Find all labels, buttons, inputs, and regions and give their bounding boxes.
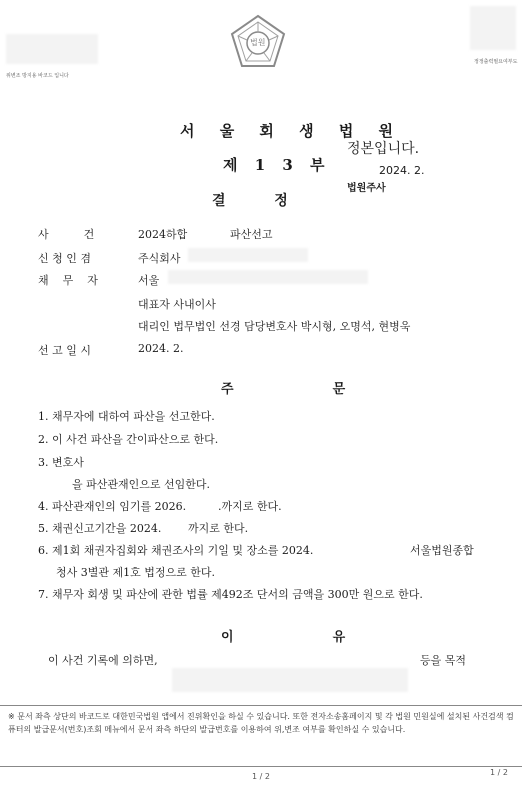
- field-value-applicant: 주식회사: [138, 252, 181, 265]
- field-value-case: 2024하합: [138, 228, 188, 241]
- field-value-date: 2024. 2.: [138, 342, 184, 355]
- order-item-7: 7. 채무자 회생 및 파산에 관한 법률 제492조 단서의 금액을 300만 원으로 한다.: [38, 588, 423, 601]
- redacted-address: [168, 270, 368, 284]
- order-heading: 주 문: [221, 382, 376, 397]
- order-item-3: 3. 변호사: [38, 456, 84, 469]
- redacted-reason: [172, 668, 408, 692]
- order-item-6-place: 서울법원종합: [410, 544, 474, 557]
- field-value-representative: 대표자 사내이사: [138, 298, 216, 311]
- order-item-4-cont: .까지로 한다.: [218, 500, 282, 513]
- order-item-5: 5. 채권신고기간을 2024.: [38, 522, 162, 535]
- order-item-5-cont: 까지로 한다.: [188, 522, 249, 535]
- order-item-4: 4. 파산관재인의 임기를 2026.: [38, 500, 187, 513]
- redacted-company: [188, 248, 308, 262]
- stamp-line3: 법원주사: [347, 183, 386, 194]
- field-label-applicant: 신 청 인 겸: [38, 252, 91, 265]
- right-note: 정정출력필요여부도: [474, 59, 518, 65]
- order-item-3-cont: 을 파산관재인으로 선임한다.: [72, 478, 211, 491]
- court-division: 제 1 3 부: [223, 156, 331, 174]
- field-label-debtor: 채 무 자: [38, 274, 98, 287]
- stamp-line2: 2024. 2.: [379, 164, 425, 177]
- barcode-note: 위변조 방지용 바코드 입니다: [6, 73, 69, 79]
- barcode-area: [6, 34, 98, 64]
- reason-text-end: 등을 목적: [420, 654, 467, 667]
- court-name: 서 울 회 생 법 원: [180, 122, 404, 140]
- reason-text-start: 이 사건 기록에 의하면,: [48, 654, 158, 667]
- seal-text: 법원: [250, 38, 266, 47]
- certified-copy-stamp: [347, 138, 467, 194]
- order-item-6: 6. 제1회 채권자집회와 채권조사의 기일 및 장소를 2024.: [38, 544, 314, 557]
- page-number-right: 1 / 2: [490, 768, 508, 777]
- field-label-date: 선 고 일 시: [38, 344, 91, 357]
- verification-notice: ※ 문서 좌측 상단의 바코드로 대한민국법원 앱에서 진위확인을 하실 수 있습니다. 또한 전자소송홈페이지 및 각 법원 민원실에 설치된 사건검색 컴퓨터의 발급문서(번호)조회 메뉴에서 문서 좌측 하단의 발급번호를 이용하여 위,변조 여부를 확인하실 수 있습니다.: [0, 705, 522, 767]
- field-value-attorney: 대리인 법무법인 선경 담당변호사 박시형, 오명석, 현병욱: [138, 320, 411, 333]
- order-item-2: 2. 이 사건 파산을 간이파산으로 한다.: [38, 433, 219, 446]
- order-item-6-cont: 청사 3별관 제1호 법정으로 한다.: [56, 566, 215, 579]
- order-item-1: 1. 채무자에 대하여 파산을 선고한다.: [38, 410, 215, 423]
- barcode-right-area: [470, 6, 516, 50]
- field-value-case-type: 파산선고: [230, 228, 273, 241]
- page-number-center: 1 / 2: [252, 772, 270, 781]
- field-value-debtor-address: 서울: [138, 274, 160, 287]
- reason-heading: 이 유: [221, 630, 376, 645]
- field-label-case: 사 건: [38, 228, 95, 241]
- stamp-line1: 정본입니다.: [347, 141, 420, 157]
- court-seal-icon: [229, 14, 287, 72]
- document-title: 결 정: [212, 193, 288, 209]
